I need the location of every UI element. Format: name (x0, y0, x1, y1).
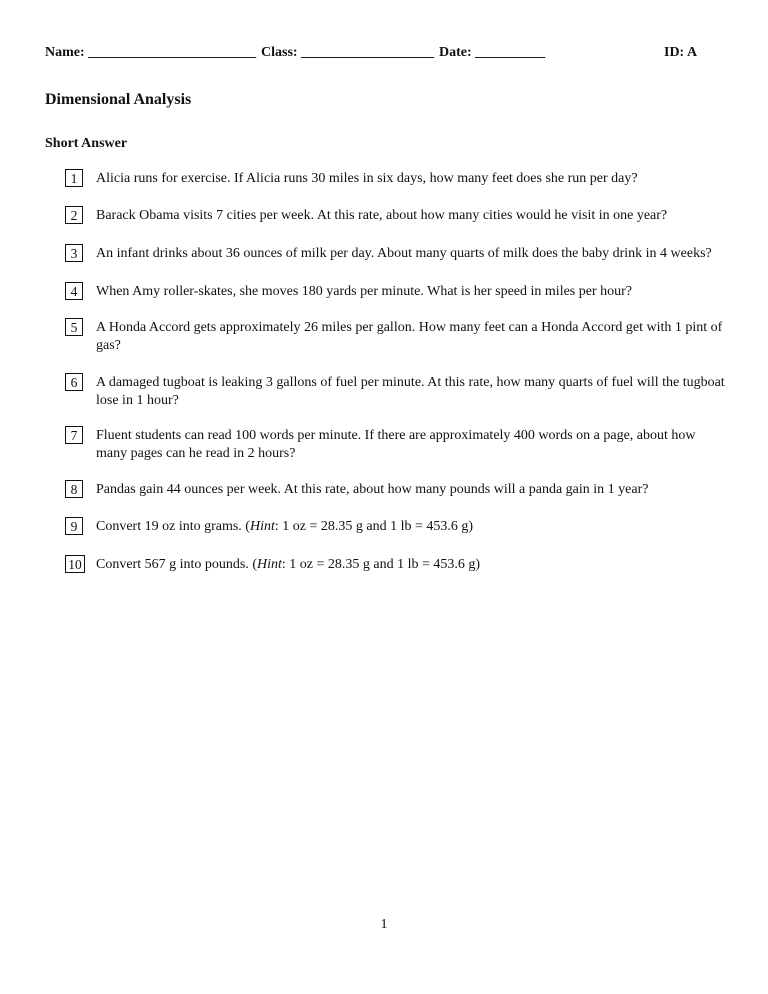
question-number: 10 (65, 555, 85, 573)
class-field-label: Class: ___________________ (261, 45, 435, 60)
question-text-after: : 1 oz = 28.35 g and 1 lb = 453.6 g) (274, 519, 474, 534)
question-number: 3 (65, 244, 83, 262)
question-text-before: Convert 567 g into pounds. ( (96, 557, 257, 572)
question-text: Barack Obama visits 7 cities per week. At this rate, about how many cities would he visit in one year? (96, 208, 668, 223)
page-number: 1 (380, 917, 388, 932)
date-field-label: Date: __________ (439, 45, 546, 60)
section-title: Short Answer (45, 136, 128, 151)
question-number: 2 (65, 206, 83, 224)
hint-label: Hint (249, 519, 275, 534)
hint-label: Hint (257, 557, 282, 572)
question-number: 1 (65, 169, 83, 187)
question-number: 8 (65, 480, 83, 498)
question-number: 4 (65, 282, 83, 300)
question-number: 6 (65, 373, 83, 391)
question-text: A damaged tugboat is leaking 3 gallons of fuel per minute. At this rate, how many quarts of fuel will the tugboat lose in 1 hour? (96, 375, 725, 408)
question-number: 9 (65, 517, 83, 535)
question-text (96, 518, 726, 536)
name-field-label: Name: ________________________ (45, 45, 257, 60)
question-text-before: Convert 19 oz into grams. ( (96, 519, 250, 534)
question-text (96, 556, 726, 574)
question-text: Fluent students can read 100 words per minute. If there are approximately 400 words on a page, about how many pages can he read in 2 hours? (96, 428, 696, 461)
question-number: 5 (65, 318, 83, 336)
id-label: ID: A (664, 45, 698, 60)
page-title: Dimensional Analysis (45, 91, 192, 108)
question-text: An infant drinks about 36 ounces of milk per day. About many quarts of milk does the baby drink in 4 weeks? (96, 246, 712, 261)
question-text: When Amy roller-skates, she moves 180 yards per minute. What is her speed in miles per hour? (96, 284, 632, 299)
question-number: 7 (65, 426, 83, 444)
question-text-after: : 1 oz = 28.35 g and 1 lb = 453.6 g) (281, 557, 481, 572)
question-text: Pandas gain 44 ounces per week. At this rate, about how many pounds will a panda gain in 1 year? (96, 482, 649, 497)
question-text: A Honda Accord gets approximately 26 miles per gallon. How many feet can a Honda Accord get with 1 pint of gas? (96, 320, 723, 353)
question-text: Alicia runs for exercise. If Alicia runs 30 miles in six days, how many feet does she run per day? (96, 171, 638, 186)
worksheet-header (45, 45, 725, 65)
